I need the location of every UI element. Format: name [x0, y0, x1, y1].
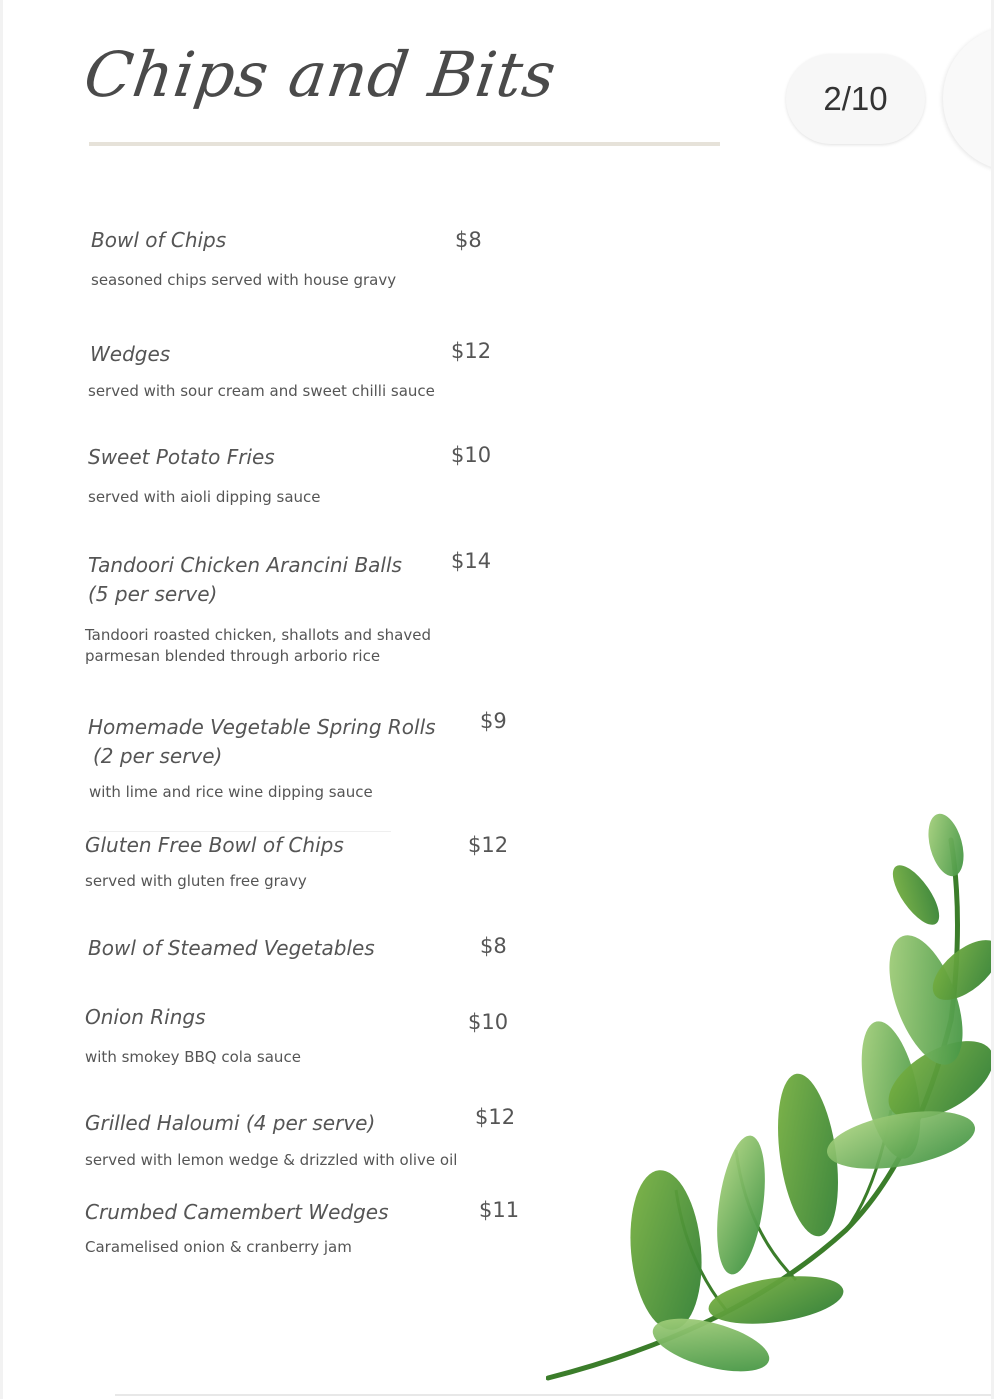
menu-item-name: Grilled Haloumi (4 per serve)	[85, 1111, 376, 1135]
menu-item-name: Bowl of Steamed Vegetables	[88, 936, 375, 960]
menu-item-price: $12	[451, 339, 492, 363]
title-underline	[89, 142, 720, 146]
menu-item-price: $9	[480, 709, 507, 733]
menu-item-name: Homemade Vegetable Spring Rolls	[88, 715, 436, 739]
eucalyptus-leaf-branch-icon	[546, 810, 991, 1399]
menu-item-serving: (2 per serve)	[93, 744, 223, 768]
menu-item-name: Crumbed Camembert Wedges	[85, 1200, 389, 1224]
menu-item-description: served with aioli dipping sauce	[88, 488, 321, 506]
menu-page	[3, 0, 991, 1399]
menu-item-name: Gluten Free Bowl of Chips	[85, 833, 344, 857]
menu-item-name: Bowl of Chips	[91, 228, 227, 252]
menu-item-price: $14	[451, 549, 492, 573]
menu-item-description: served with gluten free gravy	[85, 872, 307, 890]
menu-item-description: served with lemon wedge & drizzled with olive oil	[85, 1151, 458, 1169]
menu-item-description: Caramelised onion & cranberry jam	[85, 1238, 352, 1256]
menu-item-price: $8	[480, 934, 507, 958]
menu-item-serving: (5 per serve)	[88, 582, 218, 606]
page-indicator[interactable]: 2/10	[786, 54, 925, 144]
menu-item-price: $10	[451, 443, 492, 467]
menu-item-name: Sweet Potato Fries	[88, 445, 275, 469]
menu-item-description: parmesan blended through arborio rice	[85, 647, 381, 665]
menu-item-name: Onion Rings	[85, 1005, 206, 1029]
bottom-divider	[115, 1394, 991, 1396]
menu-item-description: served with sour cream and sweet chilli sauce	[88, 382, 435, 400]
menu-item-price: $11	[479, 1198, 520, 1222]
menu-title: Chips and Bits	[79, 38, 561, 111]
menu-item-name: Wedges	[90, 342, 171, 366]
menu-item-price: $8	[455, 228, 482, 252]
menu-item-price: $10	[468, 1010, 509, 1034]
menu-item-description: with lime and rice wine dipping sauce	[89, 783, 373, 801]
menu-item-description: Tandoori roasted chicken, shallots and shaved	[85, 626, 431, 644]
menu-item-price: $12	[468, 833, 509, 857]
next-page-button[interactable]	[943, 26, 991, 171]
menu-item-description: with smokey BBQ cola sauce	[85, 1048, 301, 1066]
menu-item-description: seasoned chips served with house gravy	[91, 271, 397, 289]
menu-item-name: Tandoori Chicken Arancini Balls	[88, 553, 402, 577]
menu-item-price: $12	[475, 1105, 516, 1129]
